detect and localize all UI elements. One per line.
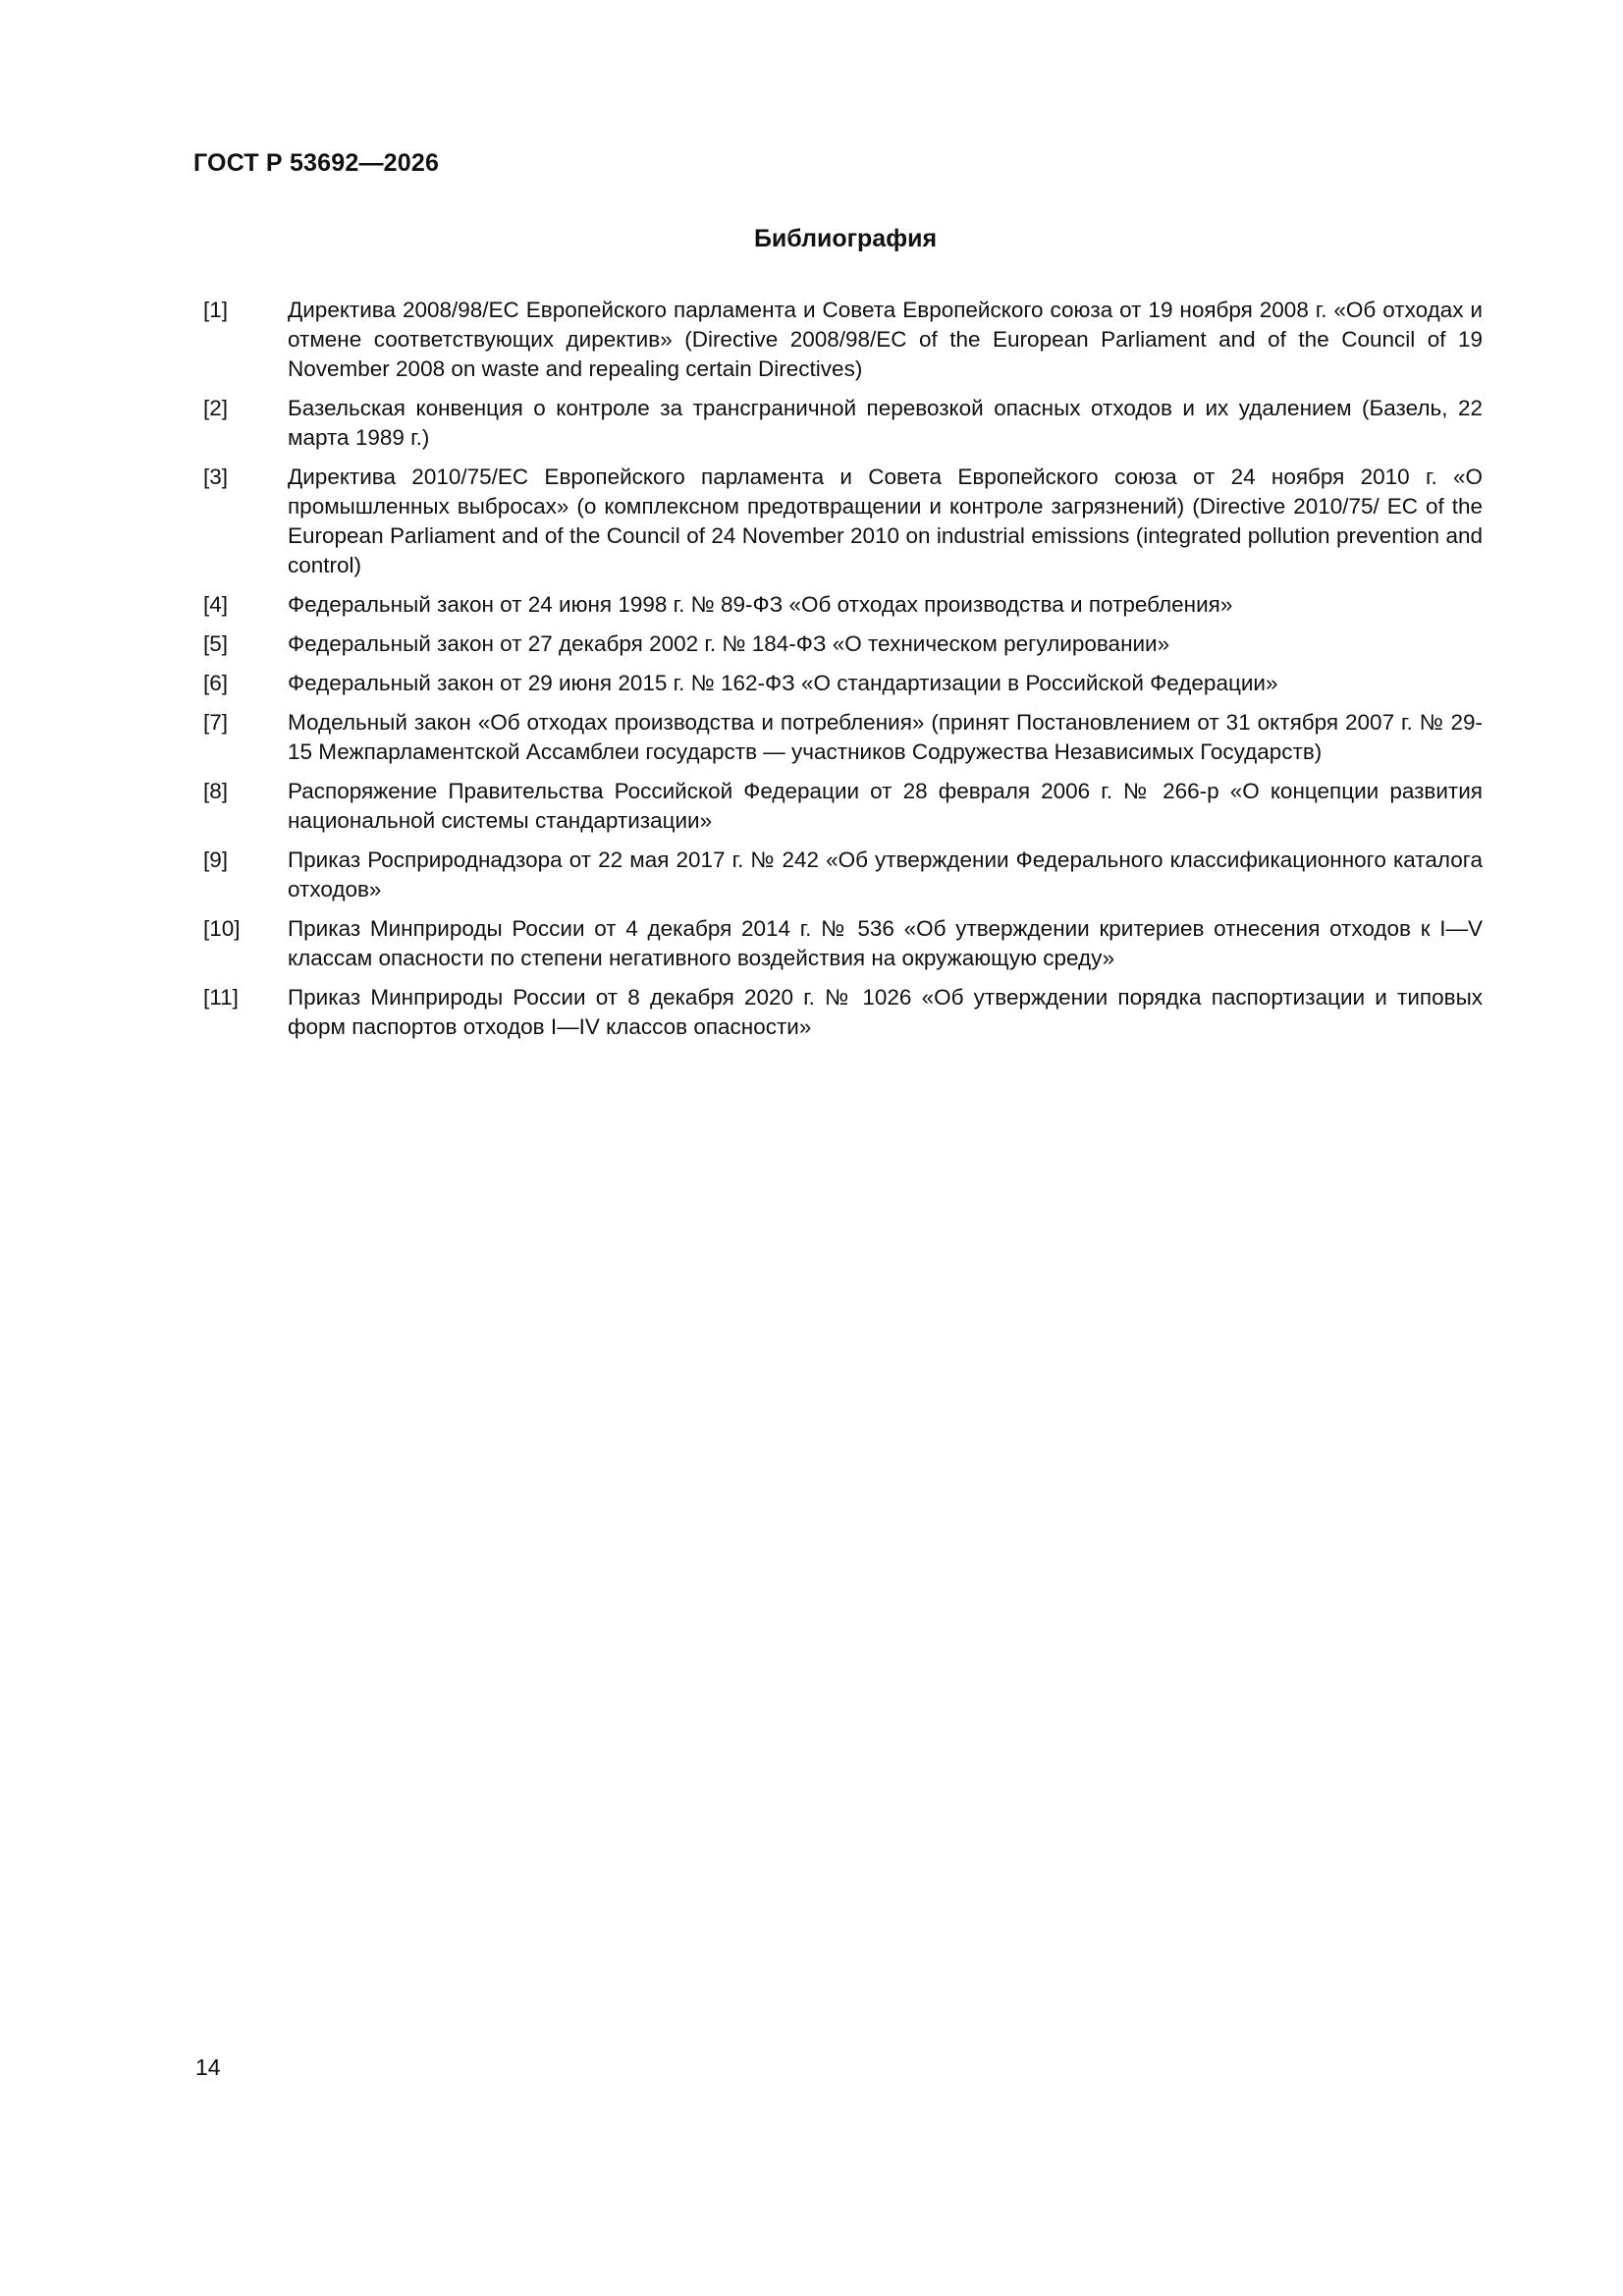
bibliography-item-text: Приказ Минприроды России от 8 декабря 2020 г. № 1026 «Об утверждении порядка паспортизации и типовых форм паспортов отходов I—IV классов опасности»: [288, 985, 1483, 1039]
bibliography-item-number: [7]: [203, 710, 229, 735]
bibliography-item: [203, 669, 1483, 698]
bibliography-item: [203, 590, 1483, 620]
bibliography-item: [203, 914, 1483, 973]
bibliography-item-number: [5]: [203, 631, 229, 656]
bibliography-item-text: Приказ Минприроды России от 4 декабря 2014 г. № 536 «Об утверждении критериев отнесения отходов к I—V классам опасности по степени негативного воздействия на окружающую среду»: [288, 916, 1483, 970]
bibliography-item-number: [3]: [203, 465, 229, 489]
bibliography-item: [203, 629, 1483, 659]
bibliography-item-text: Модельный закон «Об отходах производства и потребления» (принят Постановлением от 31 октября 2007 г. № 29-15 Межпарламентской Ассамблеи государств — участников Содружества Независимых Государств): [288, 710, 1483, 764]
bibliography-item-number: [4]: [203, 592, 229, 617]
bibliography-item-number: [9]: [203, 847, 229, 872]
bibliography-item-text: Федеральный закон от 29 июня 2015 г. № 162-ФЗ «О стандартизации в Российской Федерации»: [288, 671, 1278, 695]
bibliography-item: [203, 296, 1483, 384]
bibliography-item-text: Федеральный закон от 24 июня 1998 г. № 89-ФЗ «Об отходах производства и потребления»: [288, 592, 1233, 617]
bibliography-item-text: Директива 2008/98/ЕС Европейского парламента и Совета Европейского союза от 19 ноября 2008 г. «Об отходах и отмене соответствующих директив» (Directive 2008/98/EC of the European Parliament and of the Council of 19 November 2008 on waste and repealing certain Directives): [288, 298, 1483, 381]
bibliography-item: [203, 983, 1483, 1042]
document-code: ГОСТ Р 53692—2026: [193, 149, 440, 177]
bibliography-list: [203, 296, 1483, 1052]
bibliography-item: [203, 846, 1483, 904]
bibliography-item: [203, 777, 1483, 836]
bibliography-item-text: Распоряжение Правительства Российской Федерации от 28 февраля 2006 г. № 266-р «О концепции развития национальной системы стандартизации»: [288, 779, 1483, 833]
bibliography-item: [203, 463, 1483, 580]
bibliography-item-text: Базельская конвенция о контроле за трансграничной перевозкой опасных отходов и их удалением (Базель, 22 марта 1989 г.): [288, 396, 1483, 450]
bibliography-item-number: [1]: [203, 298, 229, 322]
bibliography-item: [203, 394, 1483, 453]
bibliography-item-text: Директива 2010/75/ЕС Европейского парламента и Совета Европейского союза от 24 ноября 2010 г. «О промышленных выбросах» (о комплексном предотвращении и контроле загрязнений) (Directive 2010/75/ EC of the European Parliament and of the Council of 24 November 2010 on industrial emissions (integrated pollution prevention and control): [288, 465, 1483, 577]
page-number: 14: [195, 2054, 221, 2080]
bibliography-item-text: Приказ Росприроднадзора от 22 мая 2017 г. № 242 «Об утверждении Федерального классификационного каталога отходов»: [288, 847, 1483, 902]
bibliography-item: [203, 708, 1483, 767]
section-title: Библиография: [753, 225, 938, 252]
bibliography-item-number: [10]: [203, 916, 241, 941]
bibliography-item-number: [2]: [203, 396, 229, 420]
bibliography-item-number: [6]: [203, 671, 229, 695]
bibliography-item-text: Федеральный закон от 27 декабря 2002 г. № 184-ФЗ «О техническом регулировании»: [288, 631, 1170, 656]
bibliography-item-number: [11]: [203, 985, 239, 1010]
bibliography-item-number: [8]: [203, 779, 229, 803]
